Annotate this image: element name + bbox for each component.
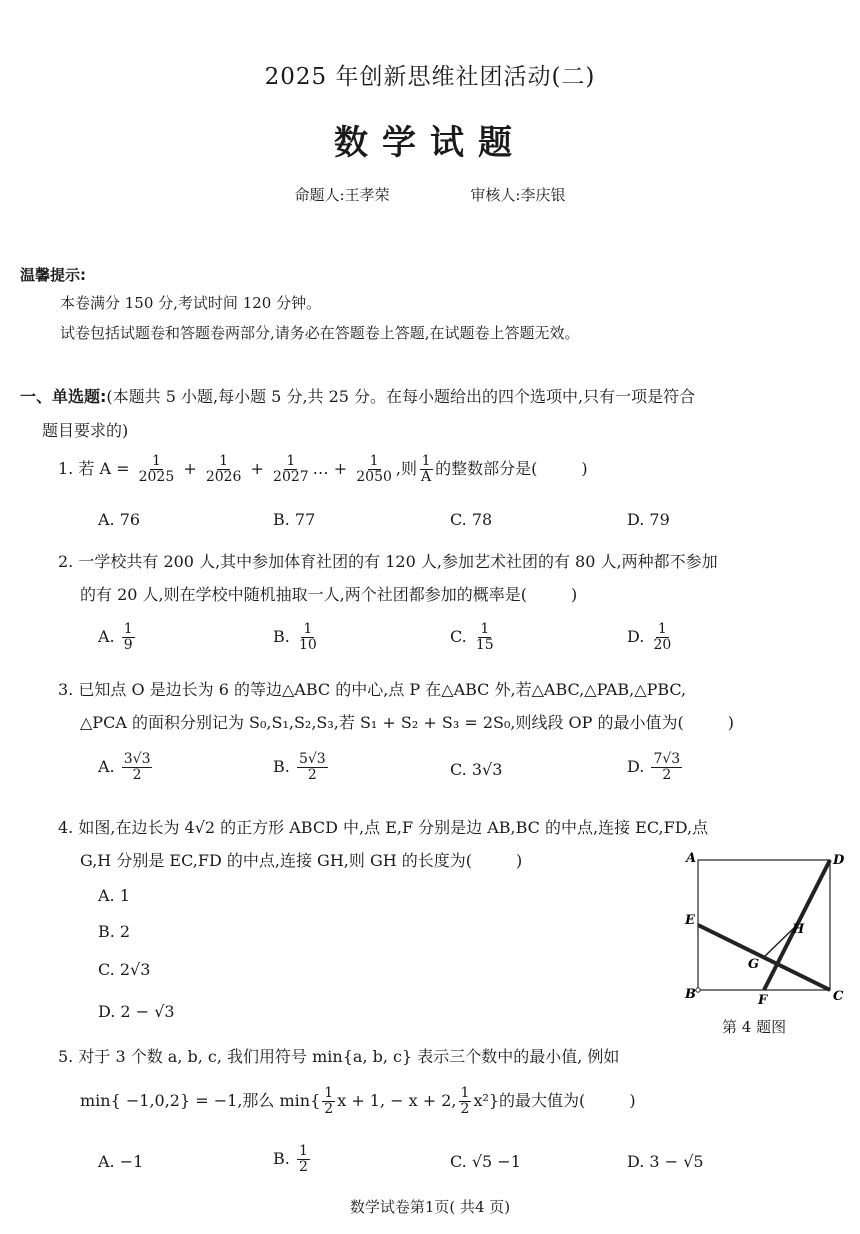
q1-option-d: D. 79 [627,510,670,529]
square-abcd [698,860,830,990]
q4-figure [680,850,850,1010]
q1-frac-inv: $\frac{1}{A}$ [420,453,432,485]
question-1: 1. 若 A = $\frac{1}{2025}$ + $\frac{1}{2026}$ + $\frac{1}{2027}$ … + $\frac{1}{2050}$ ,则 $\frac{1}{A}$ 的整数部分是( ) [58,453,588,485]
q2-option-c: C. $\frac{1}{15}$ [450,621,494,653]
section-1-header [20,380,845,448]
q4-line-2: G,H 分别是 EC,FD 的中点,连接 GH,则 GH 的长度为( [80,851,473,870]
q4-option-c: C. 2√3 [98,960,151,979]
q4-option-b: B. 2 [98,922,131,941]
q4-option-d: D. 2 − √3 [98,1002,175,1021]
label-f: F [758,993,768,1008]
q3-option-c: C. 3√3 [450,760,503,779]
question-3: 3. 已知点 O 是边长为 6 的等边△ABC 的中心,点 P 在△ABC 外,若△ABC,△PAB,△PBC, △PCA 的面积分别记为 S₀,S₁,S₂,S₃,若 S₁ + S₂ + S₃ = 2S₀,则线段 OP 的最小值为( ) [58,680,735,732]
tips-line-2: 试卷包括试题卷和答题卷两部分,请务必在答题卷上答题,在试题卷上答题无效。 [60,324,580,342]
reviewer: 审核人:李庆银 [470,186,566,204]
label-b: B [685,987,696,1002]
label-g: G [748,957,760,972]
q5-option-d: D. 3 − √5 [627,1152,704,1171]
q5-option-c: C. √5 −1 [450,1152,521,1171]
q5-line-2: min{ −1,0,2} = −1,那么 min{ $\frac{1}{2}$ x + 1, − x + 2, $\frac{1}{2}$ x²}的最大值为( ) [80,1085,636,1117]
q2-option-b: B. $\frac{1}{10}$ [273,621,317,653]
q3-option-d: D. $\frac{7√3}{2}$ [627,751,681,783]
section-1-desc-2: 题目要求的) [42,421,129,440]
q1-frac-2: $\frac{1}{2026}$ [205,453,242,485]
q3-option-b: B. $\frac{5√3}{2}$ [273,751,326,783]
q1-option-c: C. 78 [450,510,493,529]
tips-line-1: 本卷满分 150 分,考试时间 120 分钟。 [60,294,322,312]
section-1-label: 一、单选题: [20,387,107,406]
q1-option-a: A. 76 [98,510,141,529]
q1-frac-1: $\frac{1}{2025}$ [138,453,175,485]
label-h: H [792,922,805,937]
author: 命题人:王孝荣 [294,186,390,204]
page-footer: 数学试卷第1页( 共4 页) [349,1198,511,1216]
question-5 [58,1040,848,1073]
q1-option-b: B. 77 [273,510,316,529]
q2-option-a: A. $\frac{1}{9}$ [98,621,133,653]
q2-line-1: 2. 一学校共有 200 人,其中参加体育社团的有 120 人,参加艺术社团的有 80 人,两种都不参加 [58,552,718,571]
q4-option-a: A. 1 [98,886,130,905]
label-e: E [685,913,695,928]
q3-option-a: A. $\frac{3√3}{2}$ [98,751,151,783]
q2-line-2: 的有 20 人,则在学校中随机抽取一人,两个社团都参加的概率是( [80,585,527,604]
point-b-dot [696,988,700,992]
label-a: A [686,851,697,866]
label-c: C [833,989,844,1004]
q4-line-1: 4. 如图,在边长为 4√2 的正方形 ABCD 中,点 E,F 分别是边 AB,BC 的中点,连接 EC,FD,点 [58,818,709,837]
label-d: D [833,853,845,868]
q5-option-b: B. $\frac{1}{2}$ [273,1143,308,1175]
section-1-desc-1: (本题共 5 小题,每小题 5 分,共 25 分。在每小题给出的四个选项中,只有一项是符合 [106,387,696,406]
q5-option-a: A. −1 [98,1152,144,1171]
q1-prefix: 1. 若 A = [58,459,130,478]
exam-subject: 数学试题 [334,123,526,163]
q3-line-1: 3. 已知点 O 是边长为 6 的等边△ABC 的中心,点 P 在△ABC 外,若△ABC,△PAB,△PBC, [58,680,687,699]
q5-line-1: 5. 对于 3 个数 a, b, c, 我们用符号 min{a, b, c} 表示三个数中的最小值, 例如 [58,1047,620,1066]
q2-option-d: D. $\frac{1}{20}$ [627,621,672,653]
segment-ec [698,925,830,990]
question-4: 4. 如图,在边长为 4√2 的正方形 ABCD 中,点 E,F 分别是边 AB,BC 的中点,连接 EC,FD,点 G,H 分别是 EC,FD 的中点,连接 GH,则 GH 的长度为( ) [58,818,709,870]
tips-heading: 温馨提示: [20,266,86,284]
q4-caption: 第 4 题图 [722,1018,787,1036]
q1-frac-3: $\frac{1}{2027}$ [273,453,309,485]
q1-frac-4: $\frac{1}{2050}$ [356,453,392,485]
question-2: 2. 一学校共有 200 人,其中参加体育社团的有 120 人,参加艺术社团的有 80 人,两种都不参加 的有 20 人,则在学校中随机抽取一人,两个社团都参加的概率是( ) [58,552,718,604]
q3-line-2: △PCA 的面积分别记为 S₀,S₁,S₂,S₃,若 S₁ + S₂ + S₃ = 2S₀,则线段 OP 的最小值为( [80,713,684,732]
exam-title: 2025 年创新思维社团活动(二) [264,64,596,90]
exam-authors [0,184,860,205]
